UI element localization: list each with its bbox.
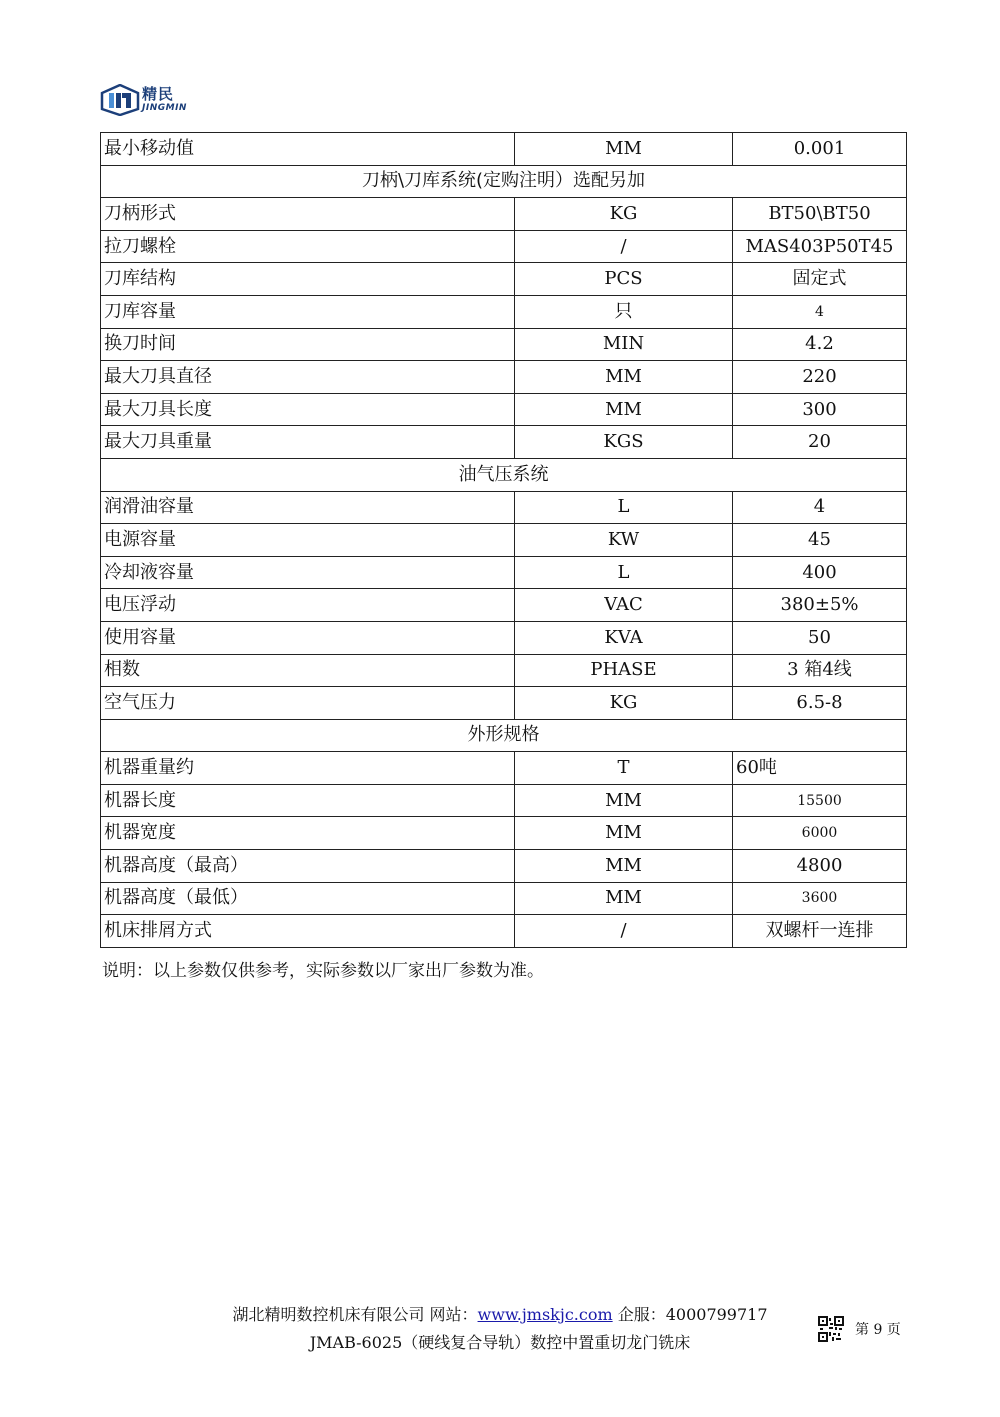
value-cell: 3 箱4线 bbox=[733, 654, 907, 687]
value-cell: 固定式 bbox=[733, 263, 907, 296]
unit-cell: VAC bbox=[515, 589, 733, 622]
unit-cell: MM bbox=[515, 817, 733, 850]
param-name-cell: 空气压力 bbox=[101, 687, 515, 720]
table-row bbox=[101, 263, 907, 296]
section-heading: 刀柄\刀库系统(定购注明）选配另加 bbox=[101, 165, 907, 198]
footer-service: 企服：4000799717 bbox=[612, 1305, 768, 1324]
param-name-cell: 最小移动值 bbox=[101, 133, 515, 166]
section-heading: 油气压系统 bbox=[101, 458, 907, 491]
value-cell: 20 bbox=[733, 426, 907, 459]
table-row bbox=[101, 491, 907, 524]
param-name-cell: 最大刀具直径 bbox=[101, 361, 515, 394]
param-name-cell: 电源容量 bbox=[101, 524, 515, 557]
value-cell: 3600 bbox=[733, 882, 907, 915]
unit-cell: KW bbox=[515, 524, 733, 557]
unit-cell: PHASE bbox=[515, 654, 733, 687]
param-name-cell: 机器重量约 bbox=[101, 752, 515, 785]
brand-name-en: JINGMIN bbox=[142, 103, 187, 113]
unit-cell: MIN bbox=[515, 328, 733, 361]
value-cell: 0.001 bbox=[733, 133, 907, 166]
table-row bbox=[101, 850, 907, 883]
unit-cell: KG bbox=[515, 687, 733, 720]
footer-company-line bbox=[0, 1302, 1000, 1325]
table-row bbox=[101, 589, 907, 622]
param-name-cell: 机床排屑方式 bbox=[101, 915, 515, 948]
value-cell: 4800 bbox=[733, 850, 907, 883]
value-cell: 4 bbox=[733, 491, 907, 524]
spec-table bbox=[100, 132, 907, 948]
param-name-cell: 机器长度 bbox=[101, 784, 515, 817]
table-row bbox=[101, 654, 907, 687]
unit-cell: L bbox=[515, 556, 733, 589]
value-cell: 60吨 bbox=[733, 752, 907, 785]
param-name-cell: 刀柄形式 bbox=[101, 198, 515, 231]
table-row bbox=[101, 133, 907, 166]
param-name-cell: 机器高度（最高） bbox=[101, 850, 515, 883]
unit-cell: MM bbox=[515, 882, 733, 915]
unit-cell: / bbox=[515, 915, 733, 948]
page-number: 第 9 页 bbox=[855, 1322, 901, 1338]
value-cell: BT50\BT50 bbox=[733, 198, 907, 231]
brand-name-cn: 精民 bbox=[142, 85, 175, 103]
param-name-cell: 刀库容量 bbox=[101, 295, 515, 328]
table-row bbox=[101, 328, 907, 361]
value-cell: 4.2 bbox=[733, 328, 907, 361]
value-cell: 15500 bbox=[733, 784, 907, 817]
value-cell: 4 bbox=[733, 295, 907, 328]
value-cell: 45 bbox=[733, 524, 907, 557]
param-name-cell: 润滑油容量 bbox=[101, 491, 515, 524]
unit-cell: PCS bbox=[515, 263, 733, 296]
section-row bbox=[101, 719, 907, 752]
value-cell: 6.5-8 bbox=[733, 687, 907, 720]
section-heading: 外形规格 bbox=[101, 719, 907, 752]
unit-cell: MM bbox=[515, 784, 733, 817]
value-cell: 双螺杆一连排 bbox=[733, 915, 907, 948]
table-row bbox=[101, 784, 907, 817]
section-row bbox=[101, 458, 907, 491]
table-row bbox=[101, 687, 907, 720]
table-row bbox=[101, 556, 907, 589]
unit-cell: MM bbox=[515, 133, 733, 166]
unit-cell: / bbox=[515, 230, 733, 263]
unit-cell: L bbox=[515, 491, 733, 524]
param-name-cell: 拉刀螺栓 bbox=[101, 230, 515, 263]
unit-cell: KGS bbox=[515, 426, 733, 459]
footer-product-line: JMAB-6025（硬线复合导轨）数控中置重切龙门铣床 bbox=[309, 1333, 691, 1352]
qr-code-icon bbox=[818, 1316, 844, 1342]
table-row bbox=[101, 393, 907, 426]
table-row bbox=[101, 752, 907, 785]
value-cell: 380±5% bbox=[733, 589, 907, 622]
section-row bbox=[101, 165, 907, 198]
website-link[interactable]: www.jmskjc.com bbox=[477, 1305, 613, 1324]
table-row bbox=[101, 882, 907, 915]
table-row bbox=[101, 524, 907, 557]
param-name-cell: 换刀时间 bbox=[101, 328, 515, 361]
unit-cell: MM bbox=[515, 361, 733, 394]
value-cell: 6000 bbox=[733, 817, 907, 850]
table-row bbox=[101, 621, 907, 654]
unit-cell: MM bbox=[515, 850, 733, 883]
value-cell: 400 bbox=[733, 556, 907, 589]
value-cell: MAS403P50T45 bbox=[733, 230, 907, 263]
param-name-cell: 刀库结构 bbox=[101, 263, 515, 296]
unit-cell: MM bbox=[515, 393, 733, 426]
jingmin-logo-icon bbox=[100, 84, 140, 116]
table-row bbox=[101, 915, 907, 948]
value-cell: 300 bbox=[733, 393, 907, 426]
param-name-cell: 机器宽度 bbox=[101, 817, 515, 850]
table-row bbox=[101, 426, 907, 459]
param-name-cell: 最大刀具长度 bbox=[101, 393, 515, 426]
param-name-cell: 最大刀具重量 bbox=[101, 426, 515, 459]
value-cell: 220 bbox=[733, 361, 907, 394]
table-row bbox=[101, 198, 907, 231]
value-cell: 50 bbox=[733, 621, 907, 654]
company-logo bbox=[100, 84, 187, 116]
param-name-cell: 机器高度（最低） bbox=[101, 882, 515, 915]
footer-company: 湖北精明数控机床有限公司 网站： bbox=[232, 1305, 478, 1324]
param-name-cell: 相数 bbox=[101, 654, 515, 687]
disclaimer-note: 说明：以上参数仅供参考，实际参数以厂家出厂参数为准。 bbox=[102, 961, 544, 981]
param-name-cell: 电压浮动 bbox=[101, 589, 515, 622]
unit-cell: 只 bbox=[515, 295, 733, 328]
unit-cell: T bbox=[515, 752, 733, 785]
param-name-cell: 冷却液容量 bbox=[101, 556, 515, 589]
unit-cell: KG bbox=[515, 198, 733, 231]
table-row bbox=[101, 817, 907, 850]
unit-cell: KVA bbox=[515, 621, 733, 654]
param-name-cell: 使用容量 bbox=[101, 621, 515, 654]
table-row bbox=[101, 361, 907, 394]
table-row bbox=[101, 295, 907, 328]
table-row bbox=[101, 230, 907, 263]
